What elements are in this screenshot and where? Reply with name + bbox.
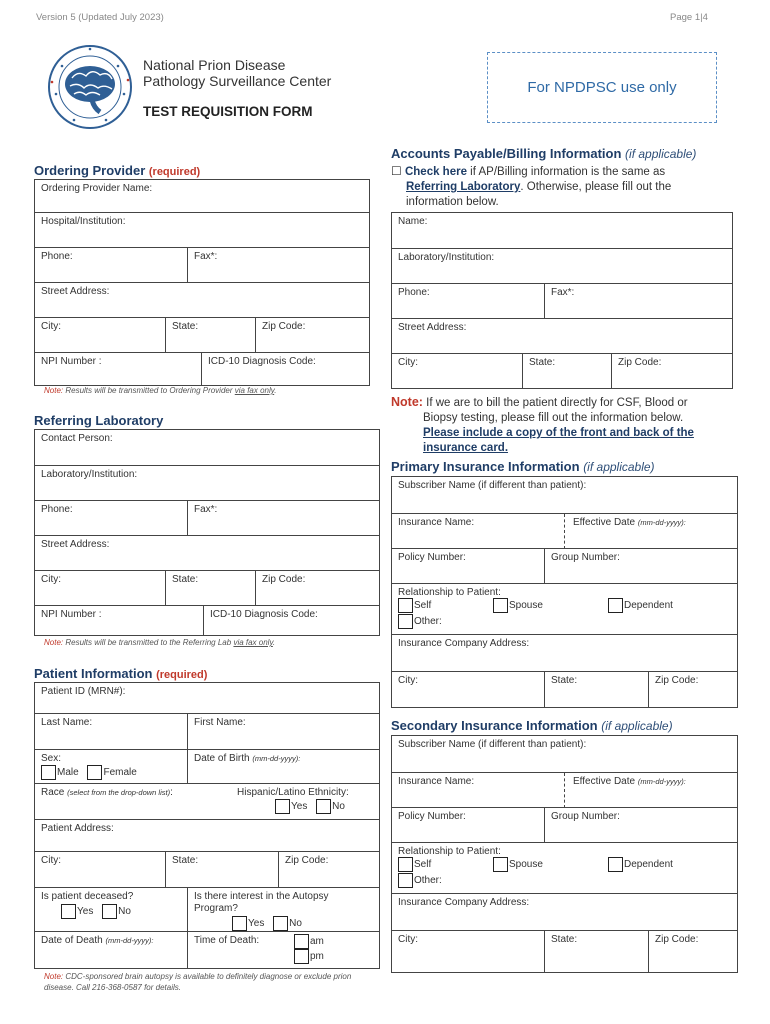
billing-name-field[interactable]: Name: — [398, 216, 428, 227]
primary-spouse-checkbox[interactable] — [493, 598, 508, 613]
patient-sex-field: Sex: Male Female — [41, 753, 137, 778]
secondary-spouse-checkbox[interactable] — [493, 857, 508, 872]
office-use-label: For NPDPSC use only — [527, 79, 677, 96]
patient-dod-field[interactable]: Date of Death (mm-dd-yyyy): — [41, 935, 154, 946]
patient-autopsy-field: Is there interest in the Autopsy Program? Yes No — [187, 888, 379, 932]
primary-subscriber-field[interactable]: Subscriber Name (if different than patient): — [398, 480, 587, 491]
secondary-insurance-form — [391, 735, 738, 973]
ordering-note: Note: Results will be transmitted to Ordering Provider via fax only. — [44, 386, 277, 395]
billing-street-field[interactable]: Street Address: — [398, 322, 467, 333]
referring-lab-form — [34, 429, 380, 636]
referring-lab-field[interactable]: Laboratory/Institution: — [41, 469, 138, 480]
autopsy-no-checkbox[interactable] — [273, 916, 288, 931]
ordering-zip-field[interactable]: Zip Code: — [255, 318, 369, 353]
patient-dob-field[interactable]: Date of Birth (mm-dd-yyyy): — [187, 750, 379, 784]
referring-contact-field[interactable]: Contact Person: — [41, 433, 113, 444]
ethnicity-yes-checkbox[interactable] — [275, 799, 290, 814]
primary-company-address-field[interactable]: Insurance Company Address: — [398, 638, 530, 649]
patient-id-field[interactable]: Patient ID (MRN#): — [41, 686, 126, 697]
ordering-provider-name-field[interactable]: Ordering Provider Name: — [41, 183, 153, 194]
primary-policy-field[interactable]: Policy Number: — [398, 552, 466, 563]
secondary-state-field[interactable]: State: — [544, 931, 648, 973]
billing-zip-field[interactable]: Zip Code: — [611, 354, 732, 389]
referring-zip-field[interactable]: Zip Code: — [255, 571, 379, 606]
patient-state-field[interactable]: State: — [165, 852, 278, 888]
primary-zip-field[interactable]: Zip Code: — [648, 672, 737, 708]
secondary-relationship-field: Relationship to Patient: Self Spouse Dependent Other: — [398, 846, 673, 886]
patient-zip-field[interactable]: Zip Code: — [278, 852, 379, 888]
billing-same-as-checkbox[interactable]: ☐ Check here if AP/Billing information is the same as Referring Laboratory. Otherwise, please fill out the information below. — [391, 164, 672, 208]
referring-city-field[interactable]: City: — [41, 574, 61, 585]
referring-state-field[interactable]: State: — [165, 571, 255, 606]
referring-street-field[interactable]: Street Address: — [41, 539, 110, 550]
patient-address-field[interactable]: Patient Address: — [41, 823, 114, 834]
patient-first-name-field[interactable]: First Name: — [187, 714, 379, 750]
secondary-insurance-heading: Secondary Insurance Information (if applicable) — [391, 718, 673, 733]
primary-insurance-name-field[interactable]: Insurance Name: — [398, 517, 475, 528]
billing-patient-note: Note: If we are to bill the patient directly for CSF, Blood or Biopsy testing, please fill out the information below. Please include a copy of the front and back of the insurance card. — [391, 395, 694, 454]
time-pm-checkbox[interactable] — [294, 949, 309, 964]
patient-ethnicity-field: Hispanic/Latino Ethnicity: Yes No — [237, 787, 349, 812]
primary-insurance-heading: Primary Insurance Information (if applicable) — [391, 459, 655, 474]
deceased-no-checkbox[interactable] — [102, 904, 117, 919]
ordering-street-field[interactable]: Street Address: — [41, 286, 110, 297]
patient-info-heading: Patient Information (required) — [34, 666, 208, 681]
autopsy-yes-checkbox[interactable] — [232, 916, 247, 931]
patient-race-field[interactable]: Race (select from the drop-down list): — [41, 787, 173, 798]
office-use-box — [487, 52, 717, 123]
ethnicity-no-checkbox[interactable] — [316, 799, 331, 814]
deceased-yes-checkbox[interactable] — [61, 904, 76, 919]
ordering-hospital-field[interactable]: Hospital/Institution: — [41, 216, 126, 227]
billing-phone-field[interactable]: Phone: — [398, 287, 430, 298]
secondary-other-checkbox[interactable] — [398, 873, 413, 888]
secondary-policy-field[interactable]: Policy Number: — [398, 811, 466, 822]
billing-state-field[interactable]: State: — [522, 354, 611, 389]
version-label: Version 5 (Updated July 2023) — [36, 12, 164, 23]
org-name-line1: National Prion Disease — [143, 57, 286, 73]
secondary-city-field[interactable]: City: — [398, 934, 418, 945]
ordering-fax-field[interactable]: Fax*: — [187, 248, 369, 283]
primary-self-checkbox[interactable] — [398, 598, 413, 613]
billing-fax-field[interactable]: Fax*: — [544, 284, 732, 319]
referring-npi-field[interactable]: NPI Number : — [41, 609, 102, 620]
referring-fax-field[interactable]: Fax*: — [187, 501, 379, 536]
ordering-city-field[interactable]: City: — [41, 321, 61, 332]
secondary-self-checkbox[interactable] — [398, 857, 413, 872]
secondary-dependent-checkbox[interactable] — [608, 857, 623, 872]
referring-note: Note: Results will be transmitted to the Referring Lab via fax only. — [44, 638, 276, 647]
sex-male-checkbox[interactable] — [41, 765, 56, 780]
billing-lab-field[interactable]: Laboratory/Institution: — [398, 252, 495, 263]
ordering-icd-field[interactable]: ICD-10 Diagnosis Code: — [201, 353, 369, 386]
referring-lab-heading: Referring Laboratory — [34, 413, 164, 428]
secondary-subscriber-field[interactable]: Subscriber Name (if different than patient): — [398, 739, 587, 750]
secondary-zip-field[interactable]: Zip Code: — [648, 931, 737, 973]
secondary-insurance-name-field[interactable]: Insurance Name: — [398, 776, 475, 787]
primary-dependent-checkbox[interactable] — [608, 598, 623, 613]
referring-phone-field[interactable]: Phone: — [41, 504, 73, 515]
form-title: TEST REQUISITION FORM — [143, 104, 313, 119]
primary-state-field[interactable]: State: — [544, 672, 648, 708]
primary-city-field[interactable]: City: — [398, 675, 418, 686]
org-name-line2: Pathology Surveillance Center — [143, 73, 332, 89]
time-am-checkbox[interactable] — [294, 934, 309, 949]
ordering-provider-form — [34, 179, 370, 386]
patient-city-field[interactable]: City: — [41, 855, 61, 866]
primary-effective-date-field[interactable]: Effective Date (mm-dd-yyyy): — [564, 514, 737, 549]
patient-note: Note: CDC-sponsored brain autopsy is available to definitely diagnose or exclude prion disease. Call 216-368-0587 for details. — [44, 972, 352, 992]
secondary-group-field[interactable]: Group Number: — [544, 808, 737, 843]
ordering-provider-heading: Ordering Provider (required) — [34, 163, 201, 178]
ordering-phone-field[interactable]: Phone: — [41, 251, 73, 262]
primary-insurance-form — [391, 476, 738, 708]
patient-last-name-field[interactable]: Last Name: — [41, 717, 93, 728]
npdpsc-logo — [44, 44, 136, 130]
page-number: Page 1|4 — [670, 12, 708, 23]
secondary-effective-date-field[interactable]: Effective Date (mm-dd-yyyy): — [564, 773, 737, 808]
primary-relationship-field: Relationship to Patient: Self Spouse Dependent Other: — [398, 587, 673, 627]
ordering-npi-field[interactable]: NPI Number : — [41, 356, 102, 367]
ordering-state-field[interactable]: State: — [165, 318, 255, 353]
patient-info-form — [34, 682, 380, 969]
referring-icd-field[interactable]: ICD-10 Diagnosis Code: — [203, 606, 379, 636]
billing-city-field[interactable]: City: — [398, 357, 418, 368]
primary-other-checkbox[interactable] — [398, 614, 413, 629]
secondary-company-address-field[interactable]: Insurance Company Address: — [398, 897, 530, 908]
patient-deceased-field: Is patient deceased? Yes No — [41, 891, 134, 917]
primary-group-field[interactable]: Group Number: — [544, 549, 737, 584]
patient-tod-field: Time of Death: am pm — [187, 932, 379, 969]
billing-form — [391, 212, 733, 389]
billing-heading: Accounts Payable/Billing Information (if applicable) — [391, 146, 697, 161]
sex-female-checkbox[interactable] — [87, 765, 102, 780]
